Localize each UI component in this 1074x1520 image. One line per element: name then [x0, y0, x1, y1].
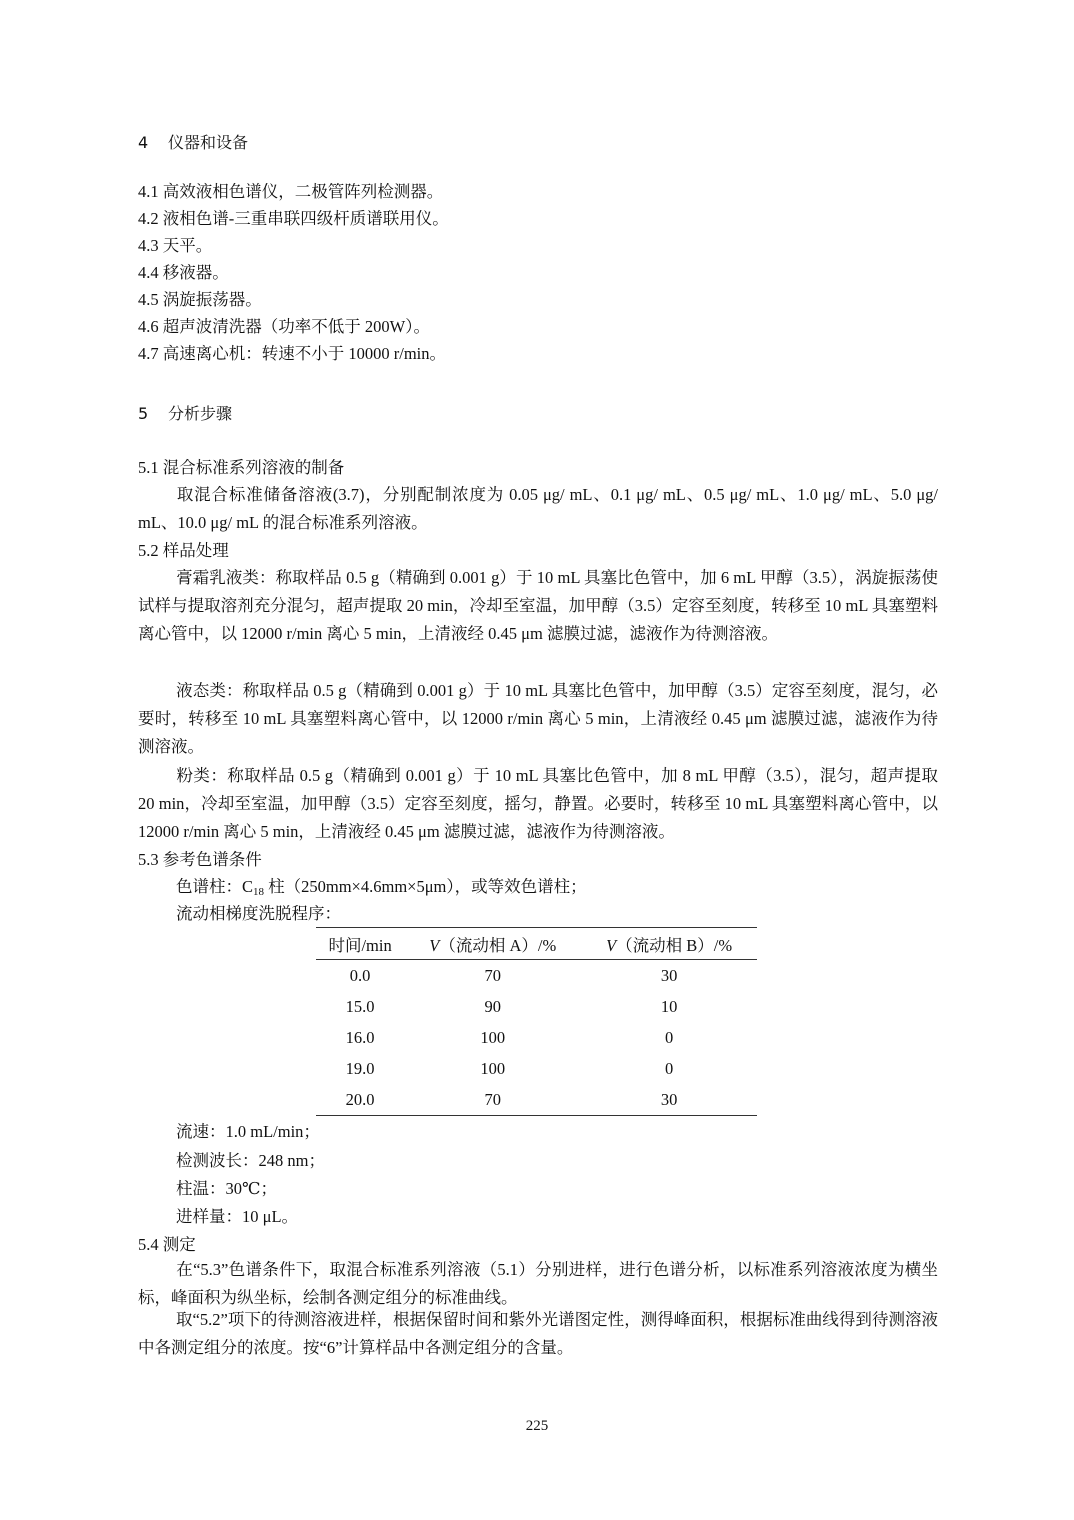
table-row: [316, 960, 757, 992]
cell-a: 70: [484, 965, 501, 985]
cell-a: 100: [480, 1027, 506, 1047]
cell-a: 70: [484, 1089, 501, 1109]
list-item: 4.2 液相色谱-三重串联四级杆质谱联用仪。: [138, 209, 449, 228]
list-item: 4.6 超声波清洗器（功率不低于 200W）。: [138, 317, 430, 336]
cell-time: 20.0: [345, 1089, 375, 1109]
cell-a: 100: [480, 1058, 506, 1078]
table-header-row: [316, 928, 757, 960]
list-item: 4.1 高效液相色谱仪，二极管阵列检测器。: [138, 182, 444, 201]
paragraph: [138, 762, 938, 846]
header-phase-a: V（流动相 A）/%: [429, 935, 557, 955]
cell-b: 0: [664, 1058, 674, 1078]
table-row: [316, 1084, 757, 1116]
paragraph: [138, 677, 938, 761]
subsection-5-4-heading: 5.4 测定: [138, 1235, 196, 1254]
paragraph-text: 粉类：称取样品 0.5 g（精确到 0.001 g）于 10 mL 具塞比色管中，加 8 mL 甲醇（3.5），混匀，超声提取 20 min，冷却至室温，加甲醇（3.5）定容至刻度，摇匀，静置。必要时，转移至 10 mL 具塞塑料离心管中，以 12000 r/min 离心 5 min，上清液经 0.45 μm 滤膜过滤，滤液作为待测溶液。: [138, 766, 938, 841]
paragraph-text: 液态类：称取样品 0.5 g（精确到 0.001 g）于 10 mL 具塞比色管中，加甲醇（3.5）定容至刻度，混匀，必要时，转移至 10 mL 具塞塑料离心管中，以 12000 r/min 离心 5 min，上清液经 0.45 μm 滤膜过滤，滤液作为待测溶液。: [138, 681, 938, 756]
injection-volume: 进样量：10 μL。: [176, 1207, 299, 1226]
section-number: 4: [138, 133, 149, 152]
column-prefix: 色谱柱：C: [176, 877, 254, 896]
gradient-label: 流动相梯度洗脱程序：: [176, 904, 341, 923]
section-4-heading: [138, 132, 248, 154]
cell-time: 0.0: [349, 965, 371, 985]
flow-rate: 流速：1.0 mL/min；: [176, 1122, 320, 1141]
detection-wavelength: 检测波长：248 nm；: [176, 1151, 325, 1170]
subsection-5-2-heading: 5.2 样品处理: [138, 541, 229, 560]
paragraph: [138, 564, 938, 648]
gradient-table: [316, 927, 757, 1116]
subscript: 18: [253, 886, 265, 898]
section-title: 分析步骤: [168, 404, 233, 423]
cell-b: 30: [660, 1089, 678, 1109]
cell-b: 0: [664, 1027, 674, 1047]
section-5-heading: [138, 403, 232, 425]
list-item: 4.3 天平。: [138, 236, 213, 255]
table-row: [316, 1022, 757, 1053]
column-temperature: 柱温：30℃；: [176, 1179, 277, 1198]
column-spec: [176, 876, 587, 903]
table-row: [316, 991, 757, 1022]
cell-b: 30: [660, 965, 678, 985]
list-item: 4.4 移液器。: [138, 263, 229, 282]
column-suffix: 柱（250mm×4.6mm×5μm），或等效色谱柱；: [264, 877, 587, 896]
list-item: 4.7 高速离心机：转速不小于 10000 r/min。: [138, 344, 446, 363]
cell-time: 15.0: [345, 996, 375, 1016]
header-time: 时间/min: [328, 935, 392, 955]
paragraph: [138, 1306, 938, 1362]
list-item: 4.5 涡旋振荡器。: [138, 290, 262, 309]
paragraph-text: 在“5.3”色谱条件下，取混合标准系列溶液（5.1）分别进样，进行色谱分析，以标准系列溶液浓度为横坐标，峰面积为纵坐标，绘制各测定组分的标准曲线。: [138, 1260, 938, 1307]
paragraph: [138, 481, 938, 537]
cell-b: 10: [660, 996, 678, 1016]
section-number: 5: [138, 404, 149, 423]
cell-time: 19.0: [345, 1058, 375, 1078]
subsection-5-3-heading: 5.3 参考色谱条件: [138, 850, 262, 869]
subsection-5-1-heading: 5.1 混合标准系列溶液的制备: [138, 458, 345, 477]
table-row: [316, 1053, 757, 1084]
cell-time: 16.0: [345, 1027, 375, 1047]
page-number: 225: [525, 1418, 549, 1434]
paragraph: [138, 1256, 938, 1312]
paragraph-text: 取混合标准储备溶液(3.7)，分别配制浓度为 0.05 μg/ mL、0.1 μg/ mL、0.5 μg/ mL、1.0 μg/ mL、5.0 μg/ mL、10.0 μg/ mL 的混合标准系列溶液。: [138, 485, 938, 532]
section-title: 仪器和设备: [168, 133, 249, 152]
paragraph-text: 膏霜乳液类：称取样品 0.5 g（精确到 0.001 g）于 10 mL 具塞比色管中，加 6 mL 甲醇（3.5），涡旋振荡使试样与提取溶剂充分混匀，超声提取 20 min，冷却至室温，加甲醇（3.5）定容至刻度，转移至 10 mL 具塞塑料离心管中，以 12000 r/min 离心 5 min，上清液经 0.45 μm 滤膜过滤，滤液作为待测溶液。: [138, 568, 938, 643]
header-phase-b: V（流动相 B）/%: [606, 935, 733, 955]
paragraph-text: 取“5.2”项下的待测溶液进样，根据保留时间和紫外光谱图定性，测得峰面积，根据标准曲线得到待测溶液中各测定组分的浓度。按“6”计算样品中各测定组分的含量。: [138, 1310, 938, 1357]
cell-a: 90: [484, 996, 501, 1016]
